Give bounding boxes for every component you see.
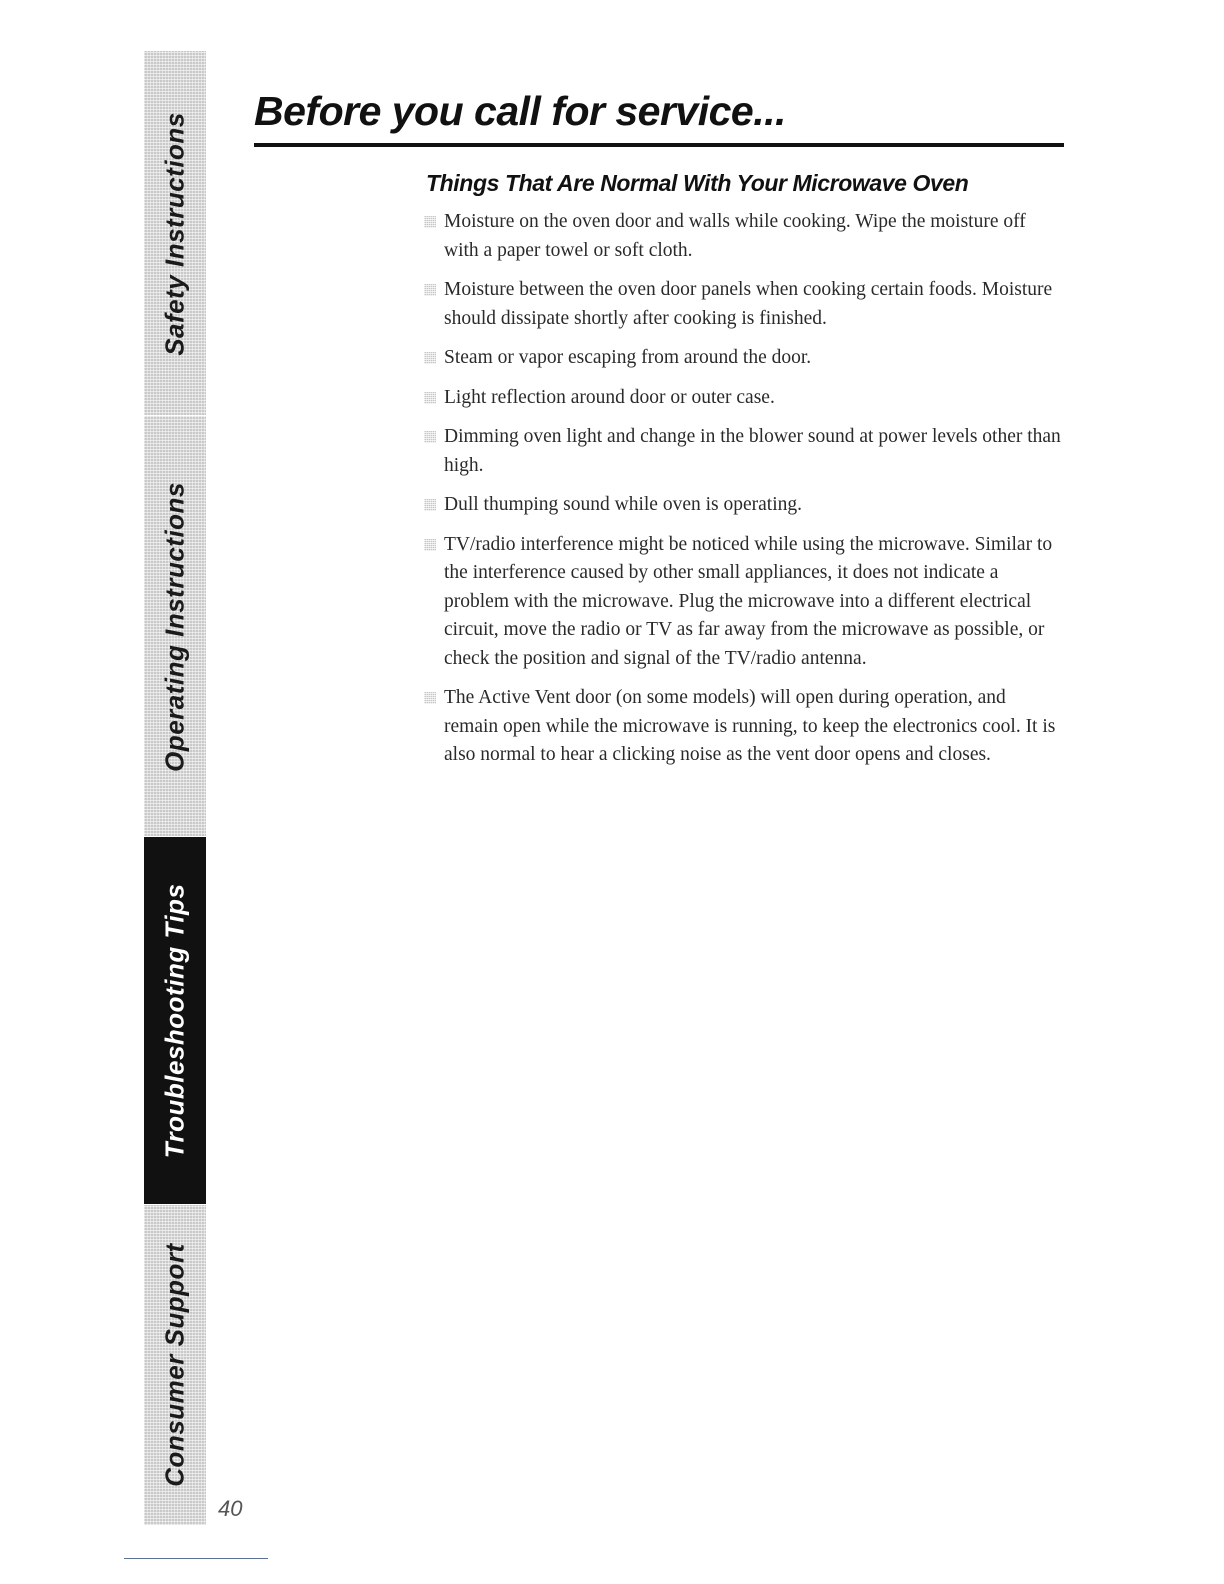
bullet-icon xyxy=(424,539,436,551)
bullet-icon xyxy=(424,692,436,704)
list-item-text: Dull thumping sound while oven is operating. xyxy=(444,494,803,515)
list-item xyxy=(424,344,1064,373)
title-divider xyxy=(254,143,1064,147)
list-item-text: Moisture between the oven door panels when cooking certain foods. Moisture should dissipate shortly after cooking is finished. xyxy=(444,279,1053,329)
tab-label: Safety Instructions xyxy=(159,111,190,356)
list-item-text: Steam or vapor escaping from around the door. xyxy=(444,347,812,368)
tab-label: Consumer Support xyxy=(159,1243,190,1487)
section-heading: Things That Are Normal With Your Microwave Oven xyxy=(426,170,969,196)
side-tab-strip xyxy=(144,50,206,1524)
tab-label: Operating Instructions xyxy=(159,481,190,772)
list-item xyxy=(424,208,1064,265)
list-item xyxy=(424,423,1064,480)
list-item xyxy=(424,384,1064,413)
bullet-icon xyxy=(424,216,436,228)
bullet-icon xyxy=(424,284,436,296)
list-item xyxy=(424,276,1064,333)
bullet-icon xyxy=(424,499,436,511)
list-item xyxy=(424,491,1064,520)
page-number: 40 xyxy=(218,1496,243,1521)
tab-consumer-support[interactable] xyxy=(144,1204,206,1525)
list-item xyxy=(424,684,1064,770)
list-item xyxy=(424,531,1064,674)
list-item-text: TV/radio interference might be noticed while using the microwave. Similar to the interference caused by other small appliances, it does not indicate a problem with the microwave. Plug the microwave into a different electrical circuit, move the radio or TV as far away from the microwave as possible, or check the position and signal of the TV/radio antenna. xyxy=(444,533,1053,669)
bullet-icon xyxy=(424,392,436,404)
tab-safety-instructions[interactable] xyxy=(144,50,206,416)
bullet-icon xyxy=(424,431,436,443)
list-item-text: Dimming oven light and change in the blower sound at power levels other than high. xyxy=(444,426,1061,476)
normal-conditions-list xyxy=(424,208,1064,781)
list-item-text: The Active Vent door (on some models) will open during operation, and remain open while the microwave is running, to keep the electronics cool. It is also normal to hear a clicking noise as the vent door opens and closes. xyxy=(444,687,1056,765)
page-title: Before you call for service... xyxy=(254,88,786,134)
bullet-icon xyxy=(424,352,436,364)
tab-operating-instructions[interactable] xyxy=(144,415,206,837)
footer-divider xyxy=(124,1558,268,1559)
list-item-text: Moisture on the oven door and walls while cooking. Wipe the moisture off with a paper towel or soft cloth. xyxy=(444,211,1026,261)
tab-label: Troubleshooting Tips xyxy=(159,883,190,1159)
list-item-text: Light reflection around door or outer case. xyxy=(444,386,775,408)
tab-troubleshooting-tips[interactable] xyxy=(144,836,206,1205)
